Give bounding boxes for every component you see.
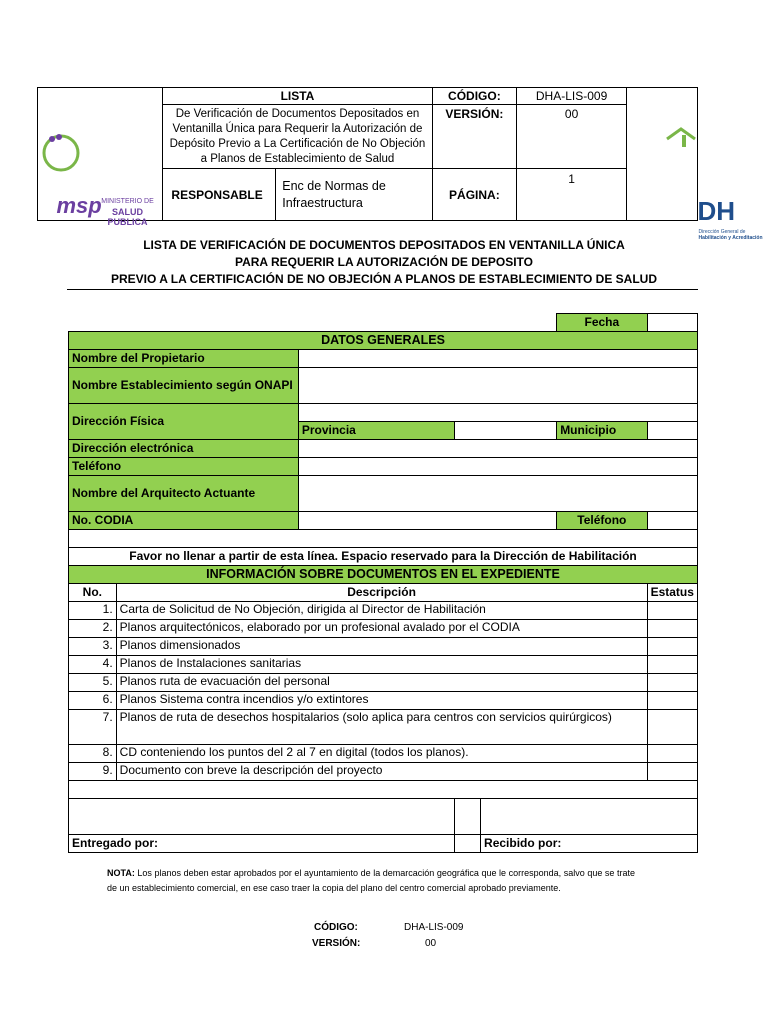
- document-status[interactable]: [647, 638, 698, 656]
- document-no: 8.: [69, 745, 117, 763]
- footer-codigo-label: CÓDIGO:: [314, 922, 358, 933]
- document-no: 6.: [69, 692, 117, 710]
- document-desc: Carta de Solicitud de No Objeción, dirigida al Director de Habilitación: [116, 602, 647, 620]
- document-desc: Planos de Instalaciones sanitarias: [116, 656, 647, 674]
- page-title: [60, 237, 708, 288]
- reserved-note: Favor no llenar a partir de esta línea. Espacio reservado para la Dirección de Habilitación: [69, 548, 698, 566]
- title-line-3: PREVIO A LA CERTIFICACIÓN DE NO OBJECIÓN A PLANOS DE ESTABLECIMIENTO DE SALUD: [110, 272, 658, 286]
- col-desc: Descripción: [116, 584, 647, 602]
- document-row: [69, 692, 698, 710]
- document-status[interactable]: [647, 620, 698, 638]
- codigo-value: DHA-LIS-009: [517, 88, 627, 105]
- dh-logo: [626, 88, 763, 241]
- document-row: [69, 602, 698, 620]
- document-desc: Planos Sistema contra incendios y/o extintores: [116, 692, 647, 710]
- document-no: 5.: [69, 674, 117, 692]
- dh-mark: DH: [697, 195, 736, 226]
- establecimiento-field[interactable]: [298, 368, 697, 404]
- municipio-label: Municipio: [557, 422, 647, 440]
- document-no: 3.: [69, 638, 117, 656]
- document-row: [69, 620, 698, 638]
- logo-text-2: SALUD PUBLICA: [107, 206, 148, 227]
- codigo-label: CÓDIGO:: [432, 88, 517, 105]
- msp-logo-icon: [41, 129, 159, 179]
- document-no: 7.: [69, 710, 117, 745]
- document-row: [69, 763, 698, 781]
- pagina-label: PÁGINA:: [432, 169, 517, 221]
- document-no: 1.: [69, 602, 117, 620]
- pagina-value: 1: [517, 169, 627, 221]
- dh-sub-2: Habilitación y Acreditación: [698, 234, 763, 241]
- form-table: [68, 313, 698, 853]
- document-status[interactable]: [647, 763, 698, 781]
- info-header: INFORMACIÓN SOBRE DOCUMENTOS EN EL EXPEDIENTE: [69, 566, 698, 584]
- datos-generales-header: DATOS GENERALES: [69, 332, 698, 350]
- codia-field[interactable]: [298, 512, 556, 530]
- direccion-electronica-field[interactable]: [298, 440, 697, 458]
- telefono-label: Teléfono: [69, 458, 299, 476]
- arquitecto-field[interactable]: [298, 476, 697, 512]
- document-row: [69, 745, 698, 763]
- footer-version-label: VERSIÓN:: [312, 938, 361, 949]
- document-row: [69, 656, 698, 674]
- direccion-fisica-field[interactable]: [298, 404, 697, 422]
- col-status: Estatus: [647, 584, 698, 602]
- logo-text-1: MINISTERIO DE: [101, 197, 154, 205]
- provincia-field[interactable]: [454, 422, 557, 440]
- document-row: [69, 710, 698, 745]
- title-line-1: LISTA DE VERIFICACIÓN DE DOCUMENTOS DEPOSITADOS EN VENTANILLA ÚNICA: [143, 238, 625, 252]
- arquitecto-label: Nombre del Arquitecto Actuante: [69, 476, 299, 512]
- note-text: Los planos deben estar aprobados por el ayuntamiento de la demarcación geográfica que le corresponda, salvo que se trate de un establecimiento comercial, en ese caso traer la copia del plano del centro comercial aprobado previamente.: [107, 868, 635, 893]
- note: [107, 866, 635, 896]
- document-desc: Planos ruta de evacuación del personal: [116, 674, 647, 692]
- propietario-field[interactable]: [298, 350, 697, 368]
- document-no: 2.: [69, 620, 117, 638]
- blank-row: [69, 781, 698, 799]
- document-description: De Verificación de Documentos Depositados en Ventanilla Única para Requerir la Autorización de Depósito Previo a La Certificación de No Objeción a Planos de Establecimiento de Salud: [163, 105, 432, 169]
- document-desc: Planos de ruta de desechos hospitalarios (solo aplica para centros con servicios quirúrgicos): [116, 710, 647, 745]
- document-no: 9.: [69, 763, 117, 781]
- municipio-field[interactable]: [647, 422, 698, 440]
- col-no: No.: [69, 584, 117, 602]
- establecimiento-label: Nombre Establecimiento según ONAPI: [69, 368, 299, 404]
- footer-codigo-value: DHA-LIS-009: [404, 922, 464, 933]
- document-desc: CD conteniendo los puntos del 2 al 7 en digital (todos los planos).: [116, 745, 647, 763]
- entregado-label: Entregado por:: [69, 835, 455, 853]
- dh-sub-1: Dirección General de: [698, 228, 746, 235]
- document-status[interactable]: [647, 710, 698, 745]
- direccion-electronica-label: Dirección electrónica: [69, 440, 299, 458]
- document-status[interactable]: [647, 674, 698, 692]
- entregado-space[interactable]: [69, 799, 455, 835]
- codia-label: No. CODIA: [69, 512, 299, 530]
- gap-cell-2: [454, 835, 481, 853]
- document-status[interactable]: [647, 656, 698, 674]
- telefono2-field[interactable]: [647, 512, 698, 530]
- document-status[interactable]: [647, 602, 698, 620]
- document-desc: Planos arquitectónicos, elaborado por un profesional avalado por el CODIA: [116, 620, 647, 638]
- version-value: 00: [517, 105, 627, 169]
- msp-mark: msp: [56, 192, 102, 218]
- document-row: [69, 638, 698, 656]
- provincia-label: Provincia: [298, 422, 454, 440]
- telefono-field[interactable]: [298, 458, 697, 476]
- spacer-row: [69, 530, 698, 548]
- document-row: [69, 674, 698, 692]
- document-desc: Planos dimensionados: [116, 638, 647, 656]
- document-no: 4.: [69, 656, 117, 674]
- recibido-space[interactable]: [481, 799, 698, 835]
- propietario-label: Nombre del Propietario: [69, 350, 299, 368]
- note-label: NOTA:: [107, 868, 135, 878]
- title-rule: [67, 289, 698, 290]
- recibido-label: Recibido por:: [481, 835, 698, 853]
- responsable-value: Enc de Normas de Infraestructura: [276, 169, 432, 221]
- responsable-label: RESPONSABLE: [163, 169, 276, 221]
- fecha-field[interactable]: [647, 314, 698, 332]
- lista-label: LISTA: [163, 88, 432, 105]
- title-line-2: PARA REQUERIR LA AUTORIZACIÓN DE DEPOSITO: [234, 255, 534, 269]
- gap-cell: [454, 799, 481, 835]
- document-desc: Documento con breve la descripción del proyecto: [116, 763, 647, 781]
- direccion-fisica-label: Dirección Física: [69, 404, 299, 440]
- document-status[interactable]: [647, 745, 698, 763]
- fecha-label: Fecha: [557, 314, 647, 332]
- version-label: VERSIÓN:: [432, 105, 517, 169]
- header-table: [37, 87, 763, 241]
- telefono2-label: Teléfono: [557, 512, 647, 530]
- dh-logo-icon: [627, 125, 697, 183]
- msp-logo: [38, 88, 163, 227]
- document-status[interactable]: [647, 692, 698, 710]
- footer-version-value: 00: [425, 938, 437, 949]
